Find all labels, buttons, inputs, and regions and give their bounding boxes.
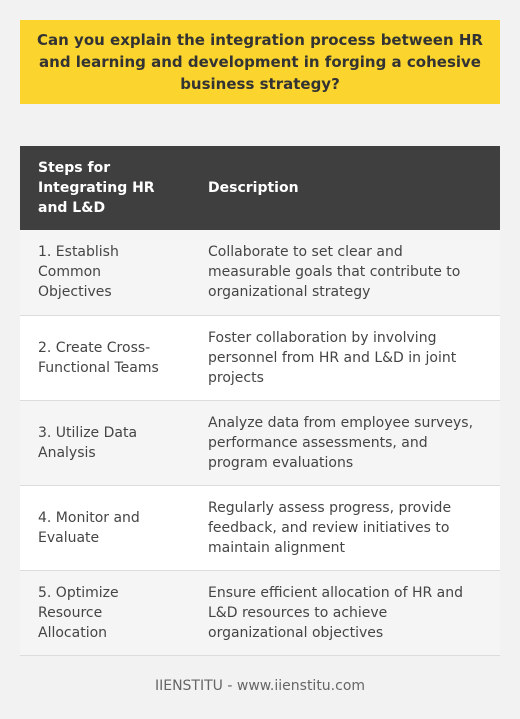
description-cell: Analyze data from employee surveys, performance assessments, and program evaluations — [190, 400, 500, 485]
question-banner — [20, 20, 500, 104]
step-cell: 1. Establish Common Objectives — [20, 230, 190, 315]
table-row — [20, 485, 500, 570]
question-text: Can you explain the integration process between HR and learning and development in forging a cohesive business strategy? — [37, 31, 483, 93]
footer-credit: IIENSTITU - www.iienstitu.com — [154, 678, 366, 694]
table-header-row — [20, 146, 500, 230]
description-cell: Foster collaboration by involving personnel from HR and L&D in joint projects — [190, 315, 500, 400]
table-row — [20, 315, 500, 400]
header-steps: Steps for Integrating HR and L&D — [38, 160, 155, 216]
table-row — [20, 230, 500, 315]
table-row — [20, 400, 500, 485]
description-cell: Collaborate to set clear and measurable goals that contribute to organizational strategy — [190, 230, 500, 315]
table-row — [20, 570, 500, 655]
description-cell: Ensure efficient allocation of HR and L&D resources to achieve organizational objectives — [190, 570, 500, 655]
header-description: Description — [208, 180, 299, 196]
description-cell: Regularly assess progress, provide feedback, and review initiatives to maintain alignment — [190, 485, 500, 570]
step-cell: 5. Optimize Resource Allocation — [20, 570, 190, 655]
integration-steps-table — [20, 146, 500, 656]
step-cell: 2. Create Cross-Functional Teams — [20, 315, 190, 400]
step-cell: 4. Monitor and Evaluate — [20, 485, 190, 570]
step-cell: 3. Utilize Data Analysis — [20, 400, 190, 485]
